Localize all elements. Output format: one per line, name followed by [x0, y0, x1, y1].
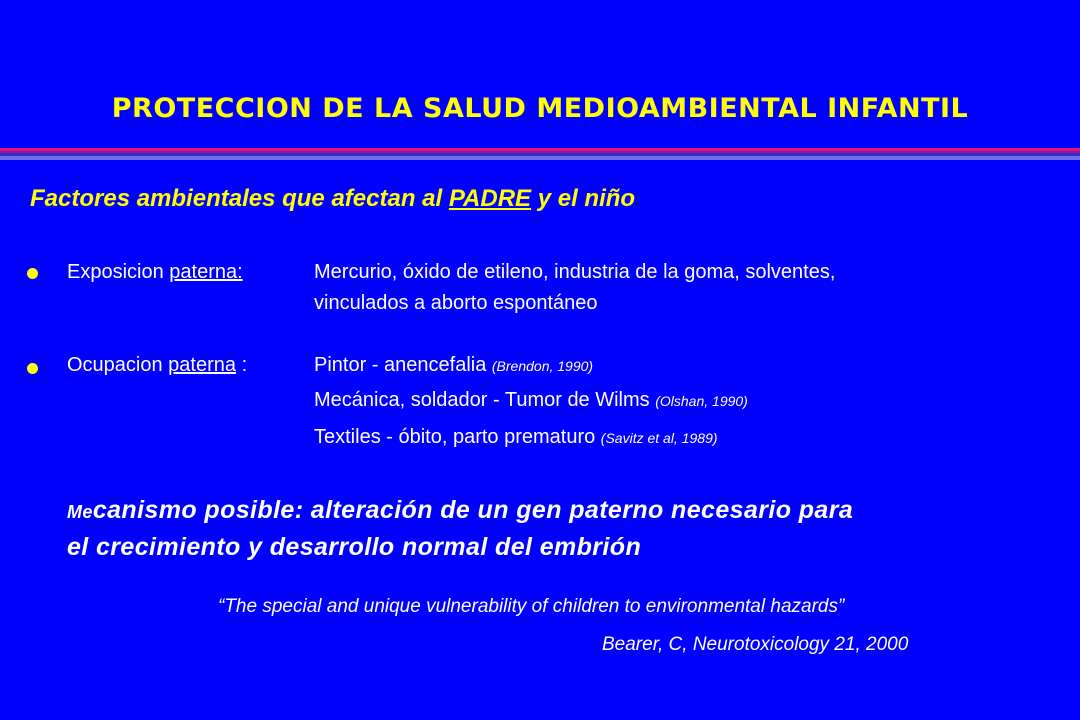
- mechanism-small-letter: e: [82, 502, 93, 522]
- mechanism-line-1: canismo posible: alteración de un gen paterno necesario para: [92, 496, 854, 524]
- occupation-label-suffix: :: [236, 354, 248, 376]
- occupation-item-text: Textiles - óbito, parto prematuro: [314, 426, 601, 448]
- quote: “The special and unique vulnerability of children to environmental hazards”: [218, 596, 845, 617]
- mechanism-first-letter: M: [67, 502, 83, 522]
- subtitle: [30, 185, 635, 213]
- occupation-item: [314, 389, 748, 412]
- mechanism-text: [67, 493, 1067, 565]
- subtitle-prefix: Factores ambientales que afectan al: [30, 185, 449, 212]
- exposure-line-2: vinculados a aborto espontáneo: [314, 292, 598, 314]
- occupation-label: [67, 354, 247, 377]
- occupation-item: [314, 426, 718, 449]
- occupation-label-underlined: paterna: [168, 354, 237, 376]
- subtitle-suffix: y el niño: [531, 185, 636, 212]
- exposure-label-underlined: paterna:: [169, 261, 243, 283]
- occupation-label-prefix: Ocupacion: [67, 354, 169, 376]
- slide-title: PROTECCION DE LA SALUD MEDIOAMBIENTAL INFANTIL: [111, 93, 969, 124]
- quote-author: Bearer, C, Neurotoxicology 21, 2000: [602, 634, 909, 655]
- occupation-item-cite: (Savitz et al, 1989): [600, 430, 718, 446]
- mechanism-line-2: el crecimiento y desarrollo normal del embrión: [67, 533, 642, 561]
- occupation-item: [314, 354, 593, 377]
- title-divider: [0, 148, 1080, 160]
- bullet-icon: [27, 363, 38, 374]
- bullet-icon: [27, 268, 38, 279]
- exposure-label-prefix: Exposicion: [67, 261, 170, 283]
- exposure-line-1: Mercurio, óxido de etileno, industria de la goma, solventes,: [314, 261, 836, 283]
- occupation-item-cite: (Olshan, 1990): [655, 393, 748, 409]
- occupation-item-cite: (Brendon, 1990): [491, 358, 594, 374]
- occupation-item-text: Pintor - anencefalia: [314, 354, 492, 376]
- occupation-item-text: Mecánica, soldador - Tumor de Wilms: [314, 389, 656, 411]
- exposure-label: [67, 261, 243, 284]
- subtitle-emphasis: PADRE: [448, 185, 532, 212]
